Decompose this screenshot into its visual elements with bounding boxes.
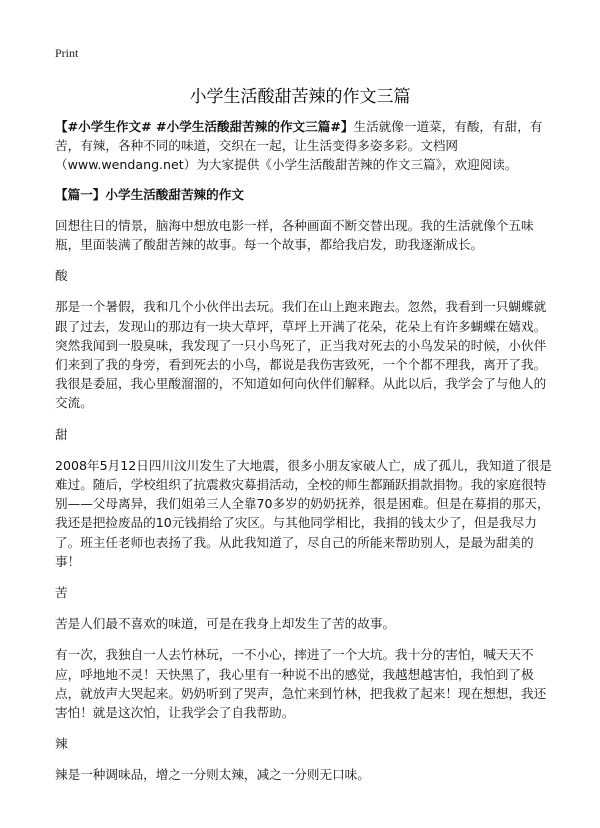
page-title: 小学生活酸甜苦辣的作文三篇 [189,87,411,107]
intro-text: 生活就像一道菜，有酸，有甜，有苦，有辣，各种不同的味道，交织在一起，让生活变得多姿多彩。文档网（www.wendang.net）为大家提供《小学生活酸甜苦辣的作文三篇》，欢迎阅读。 [55,119,543,173]
sweet-label: 甜 [55,426,68,442]
opening-paragraph: 回想往日的情景，脑海中想放电影一样，各种画面不断交替出现。我的生活就像个五味瓶，里面装满了酸甜苦辣的故事。每一个故事，都给我启发，助我逐渐成长。 [55,217,534,253]
intro-paragraph [55,117,553,175]
sweet-paragraph: 2008年5月12日四川汶川发生了大地震，很多小朋友家破人亡，成了孤儿，我知道了很是难过。随后，学校组织了抗震救灾募捐活动，全校的师生都踊跃捐款捐物。我的家庭很特别——父母离异，我们姐弟三人全靠70多岁的奶奶抚养，很是困难。但是在募捐的那天，我还是把捡废品的10元钱捐给了灾区。与其他同学相比，我捐的钱太少了，但是我尽力了。班主任老师也表扬了我。从此我知道了，尽自己的所能来帮助别人，是最为甜美的事！ [55,457,552,569]
bitter-paragraph-2: 有一次，我独自一人去竹林玩，一不小心，摔进了一个大坑。我十分的害怕，喊天天不应，呼地地不灵！天快黑了，我心里有一种说不出的感觉，我越想越害怕，我怕到了极点，就放声大哭起来。奶奶听到了哭声，急忙来到竹林，把我救了起来！现在想想，我还害怕！就是这次怕，让我学会了自我帮助。 [55,647,547,721]
sour-paragraph: 那是一个暑假，我和几个小伙伴出去玩。我们在山上跑来跑去。忽然，我看到一只蝴蝶就跟了过去，发现山的那边有一块大草坪，草坪上开满了花朵，花朵上有许多蝴蝶在嬉戏。突然我闻到一股臭味，我发现了一只小鸟死了，正当我对死去的小鸟发呆的时候，小伙伴们来到了我的身旁，看到死去的小鸟，都说是我伤害致死，一个个都不理我，离开了我。我很是委屈，我心里酸溜溜的，不知道如何向伙伴们解释。从此以后，我学会了与他人的交流。 [55,299,547,411]
article-body [55,117,553,797]
sour-label: 酸 [55,268,68,284]
spicy-label: 辣 [55,736,68,752]
spicy-paragraph: 辣是一种调味品，增之一分则太辣，减之一分则无口味。 [55,767,370,783]
section-one-heading: 【篇一】小学生活酸甜苦辣的作文 [55,186,244,202]
print-label: Print [55,46,79,60]
bitter-paragraph-1: 苦是人们最不喜欢的味道，可是在我身上却发生了苦的故事。 [55,616,396,632]
intro-tags: 【#小学生作文# #小学生活酸甜苦辣的作文三篇#】 [55,119,354,134]
bitter-label: 苦 [55,585,68,601]
